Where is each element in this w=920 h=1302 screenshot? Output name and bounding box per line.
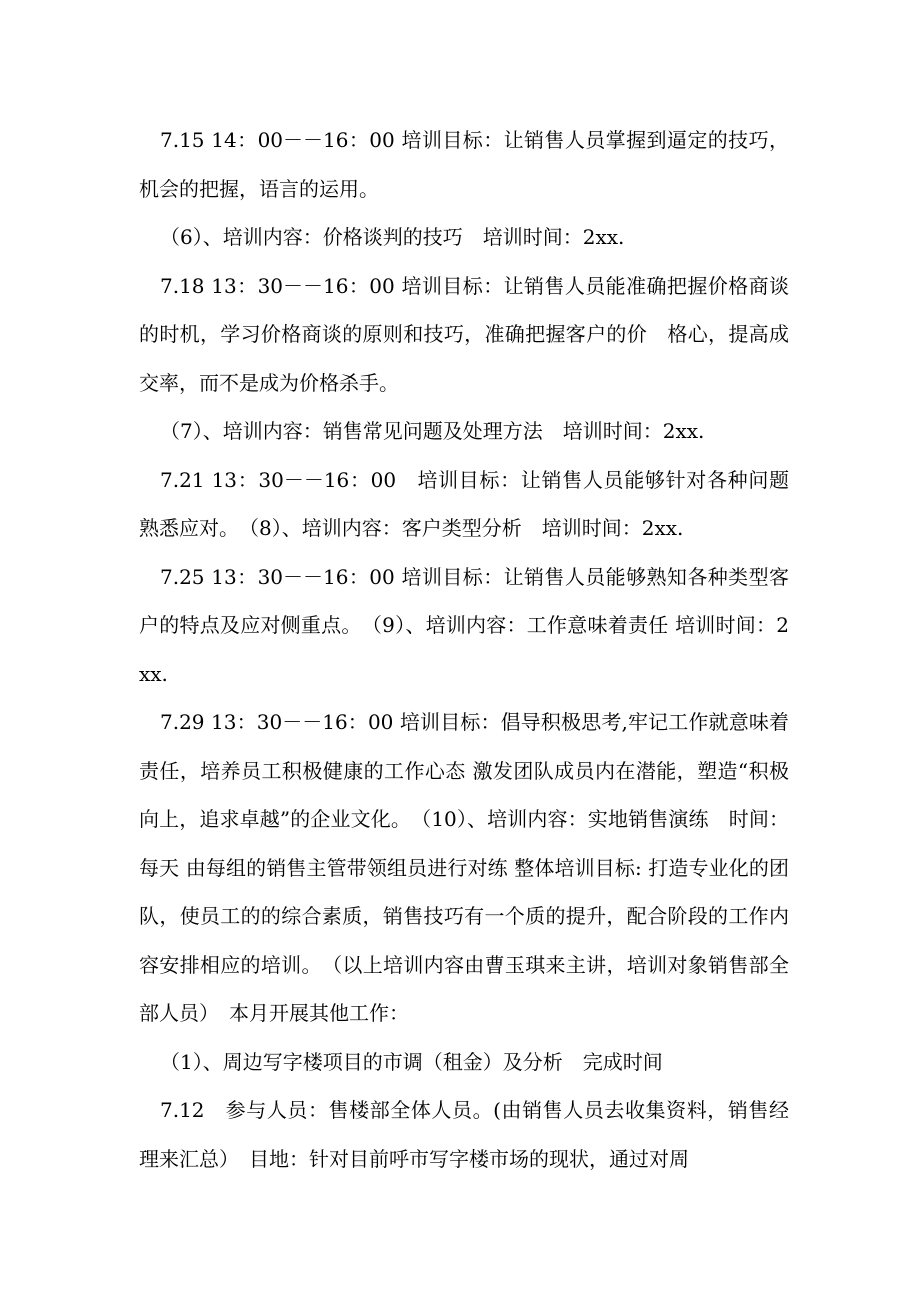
document-body xyxy=(139,116,789,1183)
paragraph-other-work-1: （1）、周边写字楼项目的市调（租金）及分析 完成时间 xyxy=(160,1049,663,1074)
paragraph-training-7: （7）、培训内容：销售常见问题及处理方法 培训时间：2xx. xyxy=(160,419,705,443)
paragraph-other-work-7-12: 7.12 参与人员：售楼部全体人员。(由销售人员去收集资料，销售经理来汇总） 目地：针对目前呼市写字楼市场的现状，通过对周 xyxy=(139,1098,789,1171)
paragraph-training-7-15: 7.15 14：00－－16：00 培训目标：让销售人员掌握到逼定的技巧，机会的把握，语言的运用。 xyxy=(139,128,789,201)
paragraph-training-7-29: 7.29 13：30－－16：00 培训目标：倡导积极思考,牢记工作就意味着责任，培养员工积极健康的工作心态 激发团队成员内在潜能，塑造“积极向上，追求卓越”的企业文化。 （10）、培训内容：实地销售演练 时间：每天 由每组的销售主管带领组员进行对练 整体培训目标: 打造专业化的团队，使员工的的综合素质，销售技巧有一个质的提升，配合阶段的工作内容安排相应的培训。 （以上培训内容由曹玉琪来主讲，培训对象销售部全部人员） 本月开展其他工作： xyxy=(139,710,789,1025)
paragraph-training-7-21: 7.21 13：30－－16：00 培训目标：让销售人员能够针对各种问题熟悉应对。 （8）、培训内容：客户类型分析 培训时间：2xx. xyxy=(139,467,789,540)
paragraph-training-7-18: 7.18 13：30－－16：00 培训目标：让销售人员能准确把握价格商谈的时机，学习价格商谈的原则和技巧，准确把握客户的价 格心，提高成交率，而不是成为价格杀手。 xyxy=(139,273,789,395)
paragraph-training-6: （6）、培训内容：价格谈判的技巧 培训时间：2xx. xyxy=(160,225,625,249)
paragraph-training-7-25: 7.25 13：30－－16：00 培训目标：让销售人员能够熟知各种类型客户的特点及应对侧重点。 （9）、培训内容：工作意味着责任 培训时间：2xx. xyxy=(139,564,789,686)
